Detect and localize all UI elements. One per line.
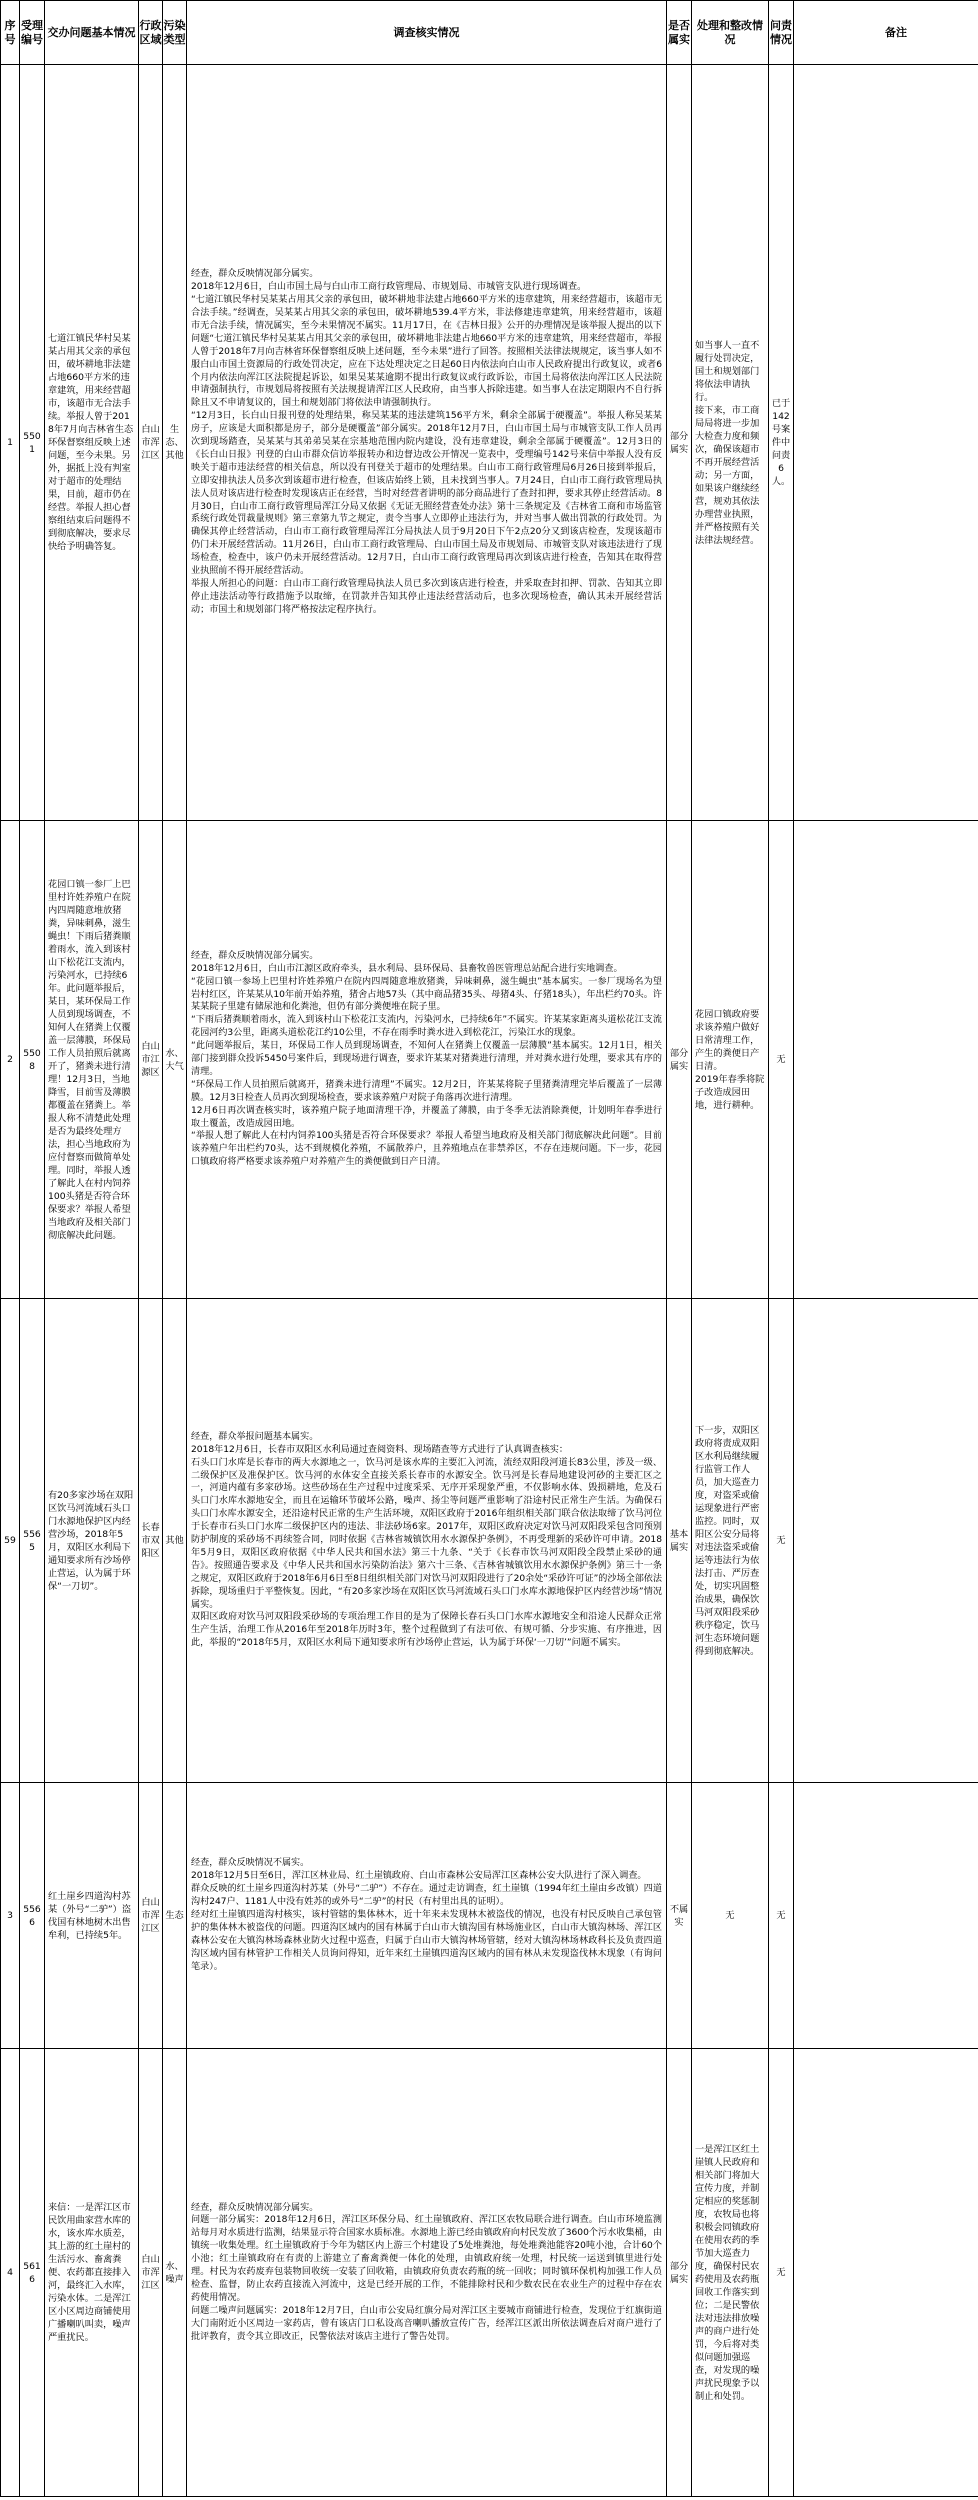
receipt-no-value: 5565 <box>23 1528 41 1553</box>
issue-cell <box>45 821 139 1299</box>
verified-cell <box>667 1783 692 2049</box>
investigation-text: 经查，群众反映情况不属实。 2018年12月5日至6日，浑江区林业局、红土崖镇政府、白山市森林公安局浑江区森林公安大队进行了深入调查。 群众反映的红土崖乡四道沟村苏某（外号“二驴”）不存在。通过走访调查，红土崖镇（1994年红土崖由乡改镇）四道沟村247户、1181人中没有姓苏的或外号“二驴”的村民（有村里出具的证明）。 经对红土崖镇四道沟村核实，该村管辖的集体林木，近十年来未发现林木被盗伐的情况，也没有村民反映自己承包管护的集体林木被盗伐的问题。四道沟区域内的国有林属于白山市大镇沟国有林场施业区，白山市大镇沟林场、浑江区森林公安在大镇沟林场森林业防火过程中巡查，归属于白山市大镇沟林场管辖，经对大镇沟林场林政科长及负责四道沟区域内国有林管护工作相关人员询问得知，近年来红土崖镇四道沟区域内的国有林从未发现盗伐林木现象（有询问笔录）。 <box>191 1858 662 1972</box>
verified-cell <box>667 1299 692 1783</box>
header-pollution-type: 污染类型 <box>163 1 187 65</box>
pollution-type-value: 水、噪声 <box>165 2260 184 2285</box>
receipt-no-value: 5616 <box>23 2260 41 2285</box>
seq-value: 2 <box>7 1054 13 1065</box>
header-seq: 序号 <box>1 1 20 65</box>
remarks-text <box>794 1058 978 1062</box>
investigation-cell <box>187 65 667 821</box>
investigation-text: 经查，群众反映情况部分属实。 2018年12月6日，白山市国土局与白山市工商行政管理局、市规划局、市城管支队进行现场调查。 “七道江镇民华村吴某某占用其父亲的承包田，破坏耕地非法建占地660平方米的违章建筑，用来经营超市，该超市无合法手续。”经调查，吴某某占用其父亲的承包田，破坏耕地539.4平方米，非法修建违章建筑，用来经营超市，该超市无合法手续，情况属实，至今未果情况不属实。11月17日，在《吉林日报》公开的办理情况是该举报人提出的以下问题“七道江镇民华村吴某某占用其父亲的承包田，破坏耕地非法建占地660平方米的违章建筑，用来经营超市，举报人曾于2018年7月向吉林省环保督察组反映上述问题，至今未果”进行了回答。按照相关法律法规规定，该当事人如不服白山市国土资源局的行政处罚决定，应在下达处理决定之日起60日内依法向白山市人民政府提出行政复议，或者6个月内依法向浑江区法院提起诉讼，如果吴某某逾期不提出行政复议或行政诉讼，市国土局将依法向浑江区人民法院申请强制执行，市规划局将按照有关法规提请浑江区人民政府，由当事人拆除违建。如当事人在法定期限内不自行拆除且又不申请复议的，国土和规划部门将依法申请强制执行。 “12月3日，长白山日报刊登的处理结果，称吴某某的违法建筑156平方米，剩余全部属于硬覆盖”。举报人称吴某某房子，应该是大面积都是房子，部分是硬覆盖”部分属实。2018年12月7日，白山市国土局与市城管支队工作人员再次到现场踏查，吴某某与其弟弟吴某在宗基地范围内院内建设，没有违章建设，剩余全部属于硬覆盖”。12月3日的《长白山日报》刊登的白山市群众信访举报转办和边督边改公开情况一览表中，受理编号142号来信中举报人没有反映关于超市违法经营的相关信息，所以没有刊登关于超市的处理结果。白山市工商行政管理局6月26日接到举报后，立即安排执法人员多次到该超市进行检查，但该店始终上锁，且未找到当事人。7月24日，白山市工商行政管理局执法人员对该店进行检查时发现该店正在经营，当时对经营者讲明的部分商品进行了查封扣押，要求其停止经营活动。8月30日，白山市工商行政管理局浑江分局又依据《无证无照经营查处办法》第十三条规定及《吉林省工商和市场监管系统行政处罚裁量规则》第三章第九节之规定，责令当事人立即停止违法行为，并对当事人做出罚款的行政处罚。为确保其停止经营活动，白山市工商行政管理局浑江分局执法人员于9月20日下午2点20分又到该店检查，发现该超市仍门未开展经营活动。11月26日，白山市工商行政管理局、白山市国土局及市规划局、市城管支队对该违法进行了现场检查，检查中，该户仍未开展经营活动。12月7日，白山市工商行政管理局再次到该店进行检查，告知其在取得营业执照前不得开展经营活动。 举报人所担心的问题：白山市工商行政管理局执法人员已多次到该店进行检查，并采取查封扣押、罚款、告知其立即停止违法活动等行政措施予以取缔，在罚款并告知其停止违法经营活动后，也多次现场检查，确认其未开展经营活动；市国土和规划部门将严格按法定程序执行。 <box>191 269 662 615</box>
issue-text: 花园口镇一参厂上巴里村许姓养殖户在院内四周随意堆放猪粪，异味刺鼻，滋生蝇虫！下雨后猪粪顺着雨水，流入到该村山下松花江支流内，污染河水，已持续6年。此问题举报后，某日，某环保局工作人员到现场调查，不知何人在猪粪上仅覆盖一层薄膜，环保局工作人员拍照后就离开了，猪粪未进行清理！12月3日，当地降雪，目前雪及薄膜都覆盖在猪粪上。举报人称不清楚此处理是否为最终处理方法，担心当地政府为应付督察而做简单处理。同时，举报人透了解此人在村内饲养100头猪是否符合环保要求？举报人希望当地政府及相关部门彻底解决此问题。 <box>48 878 131 1241</box>
accountability-cell <box>769 1299 794 1783</box>
issue-text: 有20多家沙场在双阳区饮马河流域石头口门水源地保护区内经营沙场，2018年5月，双阳区水利局下通知要求所有沙场停止营运，认为属于环保“一刀切”。 <box>48 1489 134 1592</box>
handling-text: 无 <box>725 1910 735 1921</box>
investigation-text: 经查，群众举报问题基本属实。 2018年12月6日，长春市双阳区水利局通过查阅资料、现场踏查等方式进行了认真调查核实： 石头口门水库是长春市的两大水源地之一，饮马河是该水库的主要汇入河流，流经双阳段河道长83公里，涉及一级、二级保护区及准保护区。饮马河的水体安全直接关系长春市的水源安全。饮马河是长春局地建设河砂的主要汇区之一，河道内蕴有多家砂场。这些砂场在生产过程中过度采采、无序开采现象严重，不仅影响水体、毁损耕地，危及石头口门水库水源地安全，而且在运输环节破坏公路，噪声、扬尘等问题严重影响了沿途村民正常生产生活。为确保石头口门水库水源安全，还沿途村民正常的生产生活环境，双阳区政府于2016年组织相关部门联合依法取缔了饮马河位于长春市石头口门水库二级保护区内的违法、非法砂场6家。2017年，双阳区政府决定对饮马河双阳段采包含同预别防护制度的采砂场不再续签合同，同时依据《吉林省城镇饮用水水源保护条例》，不再受理新的采砂许可申请。2018年5月9日，双阳区政府依据《中华人民共和国水法》第三十九条、“关于《长春市饮马河双阳段全段禁止采砂的通告》。按照通告要求及《中华人民共和国水污染防治法》第六十三条、《吉林省城镇饮用水水源保护条例》第三十一条之规定，双阳区政府于2018年6月6日至8日组织相关部门对饮马河双阳段进行了20余处“采砂许可证”的沙场全部依法拆除，现场重归于平整恢复。因此，“有20多家沙场在双阳区饮马河流域石头口门水库水源地保护区内经营沙场”情况属实。 双阳区政府对饮马河双阳段采砂场的专项治理工作目的是为了保障长春石头口门水库水源地安全和沿途人民群众正常生产生活，治理工作从2016年至2018年历时3年，整个过程做到了有法可依、有规可循、分步实施、有序推进，因此，举报的“2018年5月，双阳区水利局下通知要求所有沙场停止营运，认为属于环保‘一刀切’”问题不属实。 <box>191 1431 662 1649</box>
table-row <box>1 821 978 1299</box>
issue-cell <box>45 1299 139 1783</box>
investigation-cell <box>187 1783 667 2049</box>
verified-cell <box>667 65 692 821</box>
district-cell <box>139 821 163 1299</box>
district-cell <box>139 1783 163 2049</box>
header-remarks: 备注 <box>794 1 978 65</box>
seq-value: 3 <box>7 1910 13 1921</box>
accountability-value: 无 <box>776 1535 786 1546</box>
handling-text: 下一步，双阳区政府将责成双阳区水利局继续履行监管工作人员，加大巡查力度，对盗采或偷运现象进行严密监控。同时，双阳区公安分局将对违法盗采或偷运等违法行为依法打击、严厉查处，切实巩固整治成果，确保饮马河双阳段采砂秩序稳定，饮马河生态环境问题得到彻底解决。 <box>695 1424 760 1657</box>
receipt-no-cell <box>20 2049 45 2497</box>
district-value: 长春市双阳区 <box>141 1522 160 1559</box>
pollution-type-cell <box>163 821 187 1299</box>
district-value: 白山市浑江区 <box>141 2254 160 2291</box>
header-row <box>1 1 978 65</box>
accountability-value: 无 <box>776 1910 786 1921</box>
receipt-no-cell <box>20 821 45 1299</box>
verified-value: 基本属实 <box>669 1528 689 1553</box>
remarks-cell <box>794 65 978 821</box>
accountability-cell <box>769 65 794 821</box>
table-row <box>1 2049 978 2497</box>
issue-cell <box>45 2049 139 2497</box>
receipt-no-cell <box>20 1783 45 2049</box>
district-cell <box>139 1299 163 1783</box>
investigation-text: 经查，群众反映情况部分属实。 2018年12月6日，白山市江源区政府牵头，县水利局、县环保局、县畜牧兽医管理总站配合进行实地调查。 “花园口镇一参场上巴里村许姓养殖户在院内四周随意堆放猪粪，异味刺鼻，滋生蝇虫”基本属实。一参厂现场名为望岩村红区，许某某从10年前开始养殖，猪舍占地57头（其中商品猪35头、母猪4头、仔猪18头），年出栏约70头。许某某院子里建有储尿池和化粪池，但仍有部分粪便堆在院子里。 “下雨后猪粪顺着雨水，流入到该村山下松花江支流内，污染河水，已持续6年”不属实。许某某家距离头道松花江支流花园河约3公里，距离头道松花江约10公里，不存在雨季时粪水进入到松花江，污染江水的现象。 “此问题举报后，某日，环保局工作人员到现场调查，不知何人在猪粪上仅覆盖一层薄膜”基本属实。12月1日，相关部门接到群众投诉5450号案件后，到现场进行调查，要求许某某对猪粪进行清理，并对粪水进行处理，要求其有序的清理。 “环保局工作人员拍照后就离开，猪粪未进行清理”不属实。12月2日，许某某将院子里猪粪清理完毕后覆盖了一层薄膜。12月3日检查人员再次到现场检查，要求该养殖户对院子角落再次进行清理。 12月6日再次调查核实时，该养殖户院子地面清理干净，并覆盖了薄膜，由于冬季无法消除粪便，计划明年春季进行取土覆盖，改造成园田地。 “举报人想了解此人在村内饲养100头猪是否符合环保要求？举报人希望当地政府及相关部门彻底解决此问题”。目前该养殖户年出栏约70头，达不到规模化养殖，不属散养户，且养殖地点在非禁养区，不存在违规问题。下一步，花园口镇政府将严格要求该养殖户对养殖产生的粪便做到日产日清。 <box>191 950 662 1168</box>
handling-cell <box>692 821 769 1299</box>
handling-cell <box>692 1783 769 2049</box>
investigation-text: 经查，群众反映情况部分属实。 问题一部分属实：2018年12月6日，浑江区环保分局、红土崖镇政府、浑江区农牧局联合进行调查。白山市环境监测站每月对水质进行监测，结果显示符合国家水质标准。水源地上游已经由镇政府向村民发放了3600个污水收集桶，由镇统一收集处理。红土崖镇政府于今年为辖区内上游三个村建设了5处堆粪池，每处堆粪池能容20吨小池，合计60个小池；红土崖镇政府在有责的上游建立了畜禽粪便一体化的处理，由镇政府统一处理，村民统一运送到镇里进行处理。村民为农药废弃包装物回收统一安装了回收箱，由镇政府负责农药瓶的统一回收；同时镇环保机构加强工作人员检查、监督，防止农药直接流入河流中，这是已经开展的工作，不能排除村民和少数农民在农业生产的过程中存在农药使用情况。 问题二噪声问题属实：2018年12月7日，白山市公安局红旗分局对浑江区主要城市商铺进行检查，发现位于红旗街道大门南附近小区周边一家药店，曾有该店门口私设高音喇叭播放宣传广告，经浑江区派出所依法调查后对商户进行了批评教育，责令其立即改正，民警依法对该店主进行了警告处罚。 <box>191 2202 662 2342</box>
verified-value: 部分属实 <box>669 1047 689 1072</box>
remarks-text <box>794 441 978 445</box>
receipt-no-cell <box>20 65 45 821</box>
remarks-text <box>794 1539 978 1543</box>
pollution-type-value: 水、大气 <box>165 1047 184 1072</box>
issue-text: 七道江镇民华村吴某某占用其父亲的承包田，破坏耕地非法建占地660平方米的违章建筑，用来经营超市，该超市无合法手续。举报人曾于2018年7月向吉林省生态环保督察组反映上述问题，至今未果。另外，据抵上没有判室对于超市的处理结果，目前，超市仍在经营。举报人担心督察组结束后问题得不到彻底解决，要求尽快给予明确答复。 <box>48 333 134 552</box>
handling-cell <box>692 2049 769 2497</box>
remarks-cell <box>794 2049 978 2497</box>
accountability-value: 无 <box>776 2267 786 2278</box>
handling-text: 花园口镇政府要求该养殖户做好日常清理工作，产生的粪便日产日清。 2019年春季将院子改造成园田地，进行耕种。 <box>695 1008 765 1111</box>
table-row <box>1 1783 978 2049</box>
district-value: 白山市江源区 <box>141 1041 160 1078</box>
seq-value: 59 <box>4 1535 16 1546</box>
verified-value: 不属实 <box>669 1903 689 1928</box>
seq-cell <box>1 821 20 1299</box>
header-handling: 处理和整改情况 <box>692 1 769 65</box>
accountability-cell <box>769 821 794 1299</box>
pollution-type-cell <box>163 65 187 821</box>
issue-text: 来信：一是浑江区市民饮用曲家营水库的水，该水库水质差，其上游的红土崖村的生活污水、畜禽粪便、农药都直接排入河，最终汇入水库，污染水体。二是浑江区小区周边商铺使用广播喇叭叫卖，噪声严重扰民。 <box>48 2202 131 2343</box>
pollution-type-value: 生态 <box>165 1910 184 1921</box>
seq-value: 1 <box>7 437 13 448</box>
seq-cell <box>1 1299 20 1783</box>
receipt-no-value: 5501 <box>23 430 41 455</box>
pollution-type-cell <box>163 2049 187 2497</box>
header-receipt-no: 受理编号 <box>20 1 45 65</box>
seq-cell <box>1 2049 20 2497</box>
seq-cell <box>1 1783 20 2049</box>
remarks-cell <box>794 1299 978 1783</box>
remarks-cell <box>794 821 978 1299</box>
issue-cell <box>45 65 139 821</box>
district-value: 白山市浑江区 <box>141 424 160 461</box>
issue-text: 红土崖乡四道沟村苏某（外号“二驴”）盗伐国有林地树木出售牟利，已持续5年。 <box>48 1890 132 1941</box>
header-district: 行政区域 <box>139 1 163 65</box>
handling-cell <box>692 65 769 821</box>
remarks-text <box>794 1914 978 1918</box>
receipt-no-cell <box>20 1299 45 1783</box>
receipt-no-value: 5566 <box>23 1903 41 1928</box>
table-row <box>1 65 978 821</box>
pollution-type-value: 生态、其他 <box>165 424 184 461</box>
receipt-no-value: 5508 <box>23 1047 41 1072</box>
handling-cell <box>692 1299 769 1783</box>
handling-text: 一是浑江区红土崖镇人民政府和相关部门将加大宣传力度，并制定相应的奖惩制度，农牧局也将积极会同镇政府在使用农药的季节加大巡查力度，确保村民农药使用及农药瓶回收工作落实到位；二是民警依法对违法排放噪声的商户进行处罚，今后将对类似问题加强巡查，对发现的噪声扰民现象予以制止和处罚。 <box>695 2143 760 2402</box>
verified-value: 部分属实 <box>669 2260 689 2285</box>
issue-cell <box>45 1783 139 2049</box>
header-investigation: 调查核实情况 <box>187 1 667 65</box>
handling-text: 如当事人一直不履行处罚决定，国土和规划部门将依法申请执行。 接下来，市工商局局将进一步加大检查力度和频次，确保该超市不再开展经营活动；另一方面，如果该户继续经营，规劝其依法办理营业执照，并严格按照有关法律法规经营。 <box>695 339 760 546</box>
header-verified: 是否属实 <box>667 1 692 65</box>
investigation-cell <box>187 2049 667 2497</box>
verified-cell <box>667 2049 692 2497</box>
verified-cell <box>667 821 692 1299</box>
accountability-cell <box>769 2049 794 2497</box>
table-row <box>1 1299 978 1783</box>
pollution-type-value: 其他 <box>165 1535 184 1546</box>
remarks-text <box>794 2271 978 2275</box>
pollution-type-cell <box>163 1299 187 1783</box>
seq-cell <box>1 65 20 821</box>
district-cell <box>139 2049 163 2497</box>
accountability-value: 无 <box>776 1054 786 1065</box>
accountability-cell <box>769 1783 794 2049</box>
seq-value: 4 <box>7 2267 13 2278</box>
district-value: 白山市浑江区 <box>141 1897 160 1934</box>
header-issue: 交办问题基本情况 <box>45 1 139 65</box>
accountability-value: 已于142号案件中问责6人。 <box>771 398 791 487</box>
investigation-cell <box>187 821 667 1299</box>
verified-value: 部分属实 <box>669 430 689 455</box>
investigation-cell <box>187 1299 667 1783</box>
header-accountability: 问责情况 <box>769 1 794 65</box>
district-cell <box>139 65 163 821</box>
pollution-type-cell <box>163 1783 187 2049</box>
remarks-cell <box>794 1783 978 2049</box>
